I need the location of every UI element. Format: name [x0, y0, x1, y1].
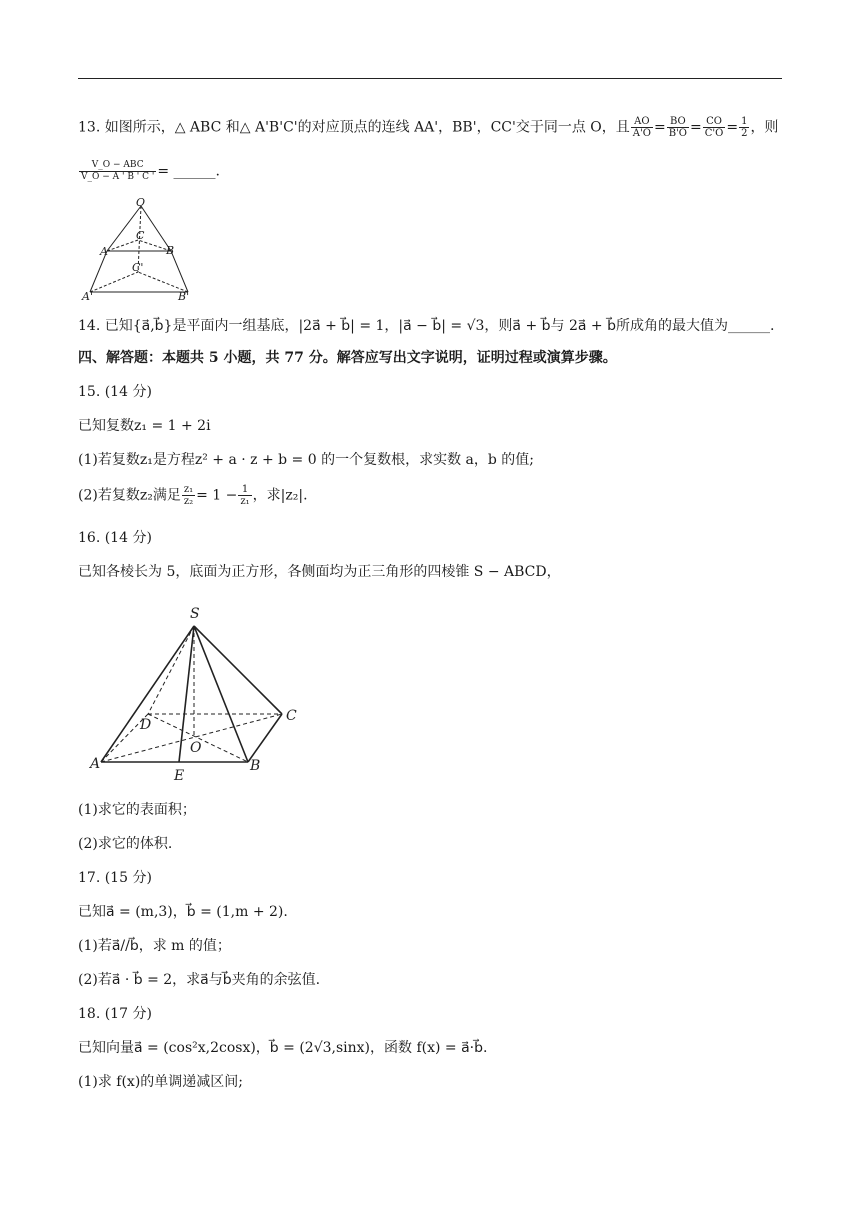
- q13-fraction-ao: [631, 116, 653, 139]
- equals-sign: =: [653, 119, 666, 136]
- frac-num: z₁: [183, 484, 194, 495]
- label-A: A: [100, 245, 108, 258]
- q16-heading: 16. (14 分): [78, 530, 152, 546]
- label-C-prime: C': [132, 261, 144, 274]
- q16-part2: (2)求它的体积.: [78, 836, 173, 852]
- q15-part1: (1)若复数z₁是方程z² + a · z + b = 0 的一个复数根，求实数 a，b 的值;: [78, 452, 535, 468]
- q13-fraction-half: [739, 116, 749, 139]
- header-rule: [78, 78, 782, 79]
- q18-stem: 已知向量a⃗ = (cos²x,2cosx)，b⃗ = (2√3,sinx)，函数 f(x) = a⃗·b⃗.: [78, 1040, 488, 1056]
- frac-den: C'O: [704, 128, 724, 139]
- q13-line2: [78, 160, 220, 183]
- section-heading: 四、解答题：本题共 5 小题，共 77 分。解答应写出文字说明，证明过程或演算步骤。: [78, 350, 617, 366]
- q15-part2-text: (2)若复数z₂满足: [78, 487, 181, 504]
- frac-num: CO: [703, 116, 726, 128]
- q16-stem: 已知各棱长为 5，底面为正方形，各侧面均为正三角形的四棱锥 S − ABCD，: [78, 564, 561, 580]
- q17-stem: 已知a⃗ = (m,3)，b⃗ = (1,m + 2).: [78, 904, 288, 920]
- q15-part2-eq: = 1 −: [196, 487, 238, 504]
- q13-tail: ，则: [750, 119, 779, 136]
- frac-num: BO: [667, 116, 689, 128]
- edge-SD: [148, 626, 194, 714]
- label-C: C: [136, 229, 145, 242]
- q13-answer-blank: = ______.: [157, 163, 221, 180]
- label-B: B: [250, 758, 261, 774]
- q13-fraction-bo: [667, 116, 689, 139]
- q18-part1: (1)求 f(x)的单调递减区间;: [78, 1074, 243, 1090]
- label-O: O: [136, 196, 146, 209]
- frac-den: V_O − A ' B ' C ': [81, 172, 155, 182]
- q15-part2: [78, 484, 308, 507]
- frac-den: z₂: [183, 496, 194, 507]
- q17-part1: (1)若a⃗//b⃗，求 m 的值；: [78, 938, 231, 954]
- label-A: A: [90, 756, 101, 772]
- label-E: E: [174, 768, 185, 784]
- label-B-prime: B': [178, 290, 190, 303]
- label-D: D: [140, 717, 152, 733]
- frac-den: z₁: [240, 496, 250, 507]
- q14-text: 14. 已知{a⃗,b⃗}是平面内一组基底，|2a⃗ + b⃗| = 1，|a⃗ − b⃗| = √3，则a⃗ + b⃗与 2a⃗ + b⃗所成角的最大值为______.: [78, 318, 775, 334]
- q13-triangle-figure: [78, 194, 198, 304]
- q13-volume-ratio: [79, 160, 156, 183]
- q16-pyramid-figure: [86, 600, 316, 788]
- frac-num: 1: [741, 116, 748, 127]
- label-C: C: [286, 708, 297, 724]
- label-O: O: [190, 740, 202, 756]
- q13-fraction-co: [703, 116, 726, 139]
- q15-stem: 已知复数z₁ = 1 + 2i: [78, 418, 211, 434]
- edge-SA: [101, 626, 194, 762]
- frac-den: 2: [741, 128, 748, 139]
- q15-fraction-z1-z2: [182, 484, 195, 507]
- q17-heading: 17. (15 分): [78, 870, 152, 886]
- frac-num: AO: [631, 116, 653, 128]
- frac-num: 1: [238, 484, 251, 496]
- frac-den: B'O: [668, 128, 687, 139]
- q13-line1: [78, 116, 778, 139]
- q17-part2: (2)若a⃗ · b⃗ = 2，求a⃗与b⃗夹角的余弦值.: [78, 972, 321, 988]
- q18-heading: 18. (17 分): [78, 1006, 152, 1022]
- equals-sign: =: [726, 119, 739, 136]
- equals-sign: =: [689, 119, 702, 136]
- q15-fraction-1-z1: [238, 484, 251, 507]
- label-B: B: [166, 244, 175, 257]
- label-A-prime: A': [82, 290, 93, 303]
- q15-part2-tail: ，求|z₂|.: [252, 487, 308, 504]
- frac-den: A'O: [632, 128, 651, 139]
- q13-text: 13. 如图所示，△ ABC 和△ A'B'C'的对应顶点的连线 AA'，BB'，CC'交于同一点 O，且: [78, 119, 630, 136]
- q15-heading: 15. (14 分): [78, 384, 152, 400]
- q16-part1: (1)求它的表面积；: [78, 802, 196, 818]
- edge-SC: [194, 626, 282, 714]
- label-S: S: [190, 606, 200, 622]
- edge-SB: [194, 626, 248, 762]
- frac-num: V_O − ABC: [79, 160, 156, 172]
